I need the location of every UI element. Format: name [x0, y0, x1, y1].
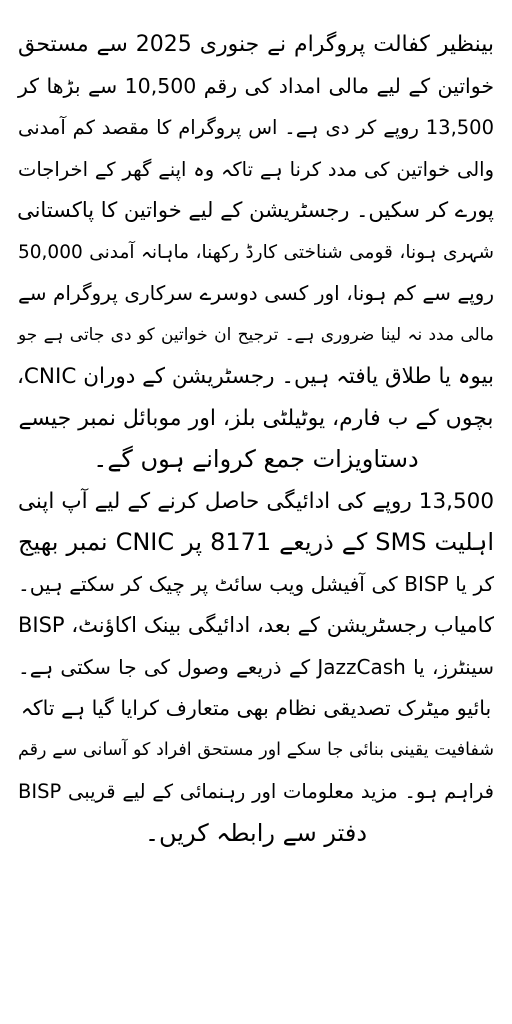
- paragraph-line: 13,500 روپے کر دی ہے۔ اس پروگرام کا مقصد کم آمدنی: [18, 116, 494, 139]
- paragraph-line: دفتر سے رابطہ کریں۔: [144, 818, 368, 847]
- article-paragraph-2: [18, 481, 494, 855]
- paragraph-line: بینظیر کفالت پروگرام نے جنوری 2025 سے مستحق: [18, 32, 494, 57]
- paragraph-line: پورے کر سکیں۔ رجسٹریشن کے لیے خواتین کا پاکستانی: [17, 198, 494, 222]
- paragraph-line: فراہم ہو۔ مزید معلومات اور رہنمائی کے لیے قریبی BISP: [18, 780, 494, 803]
- paragraph-line: شفافیت یقینی بنائی جا سکے اور مستحق افراد کو آسانی سے رقم: [18, 739, 494, 760]
- paragraph-line: اہلیت SMS کے ذریعے 8171 پر CNIC نمبر بھیج: [18, 528, 494, 556]
- paragraph-line: کر یا BISP کی آفیشل ویب سائٹ پر چیک کر سکتے ہیں۔: [18, 571, 494, 596]
- paragraph-line: بیوہ یا طلاق یافتہ ہیں۔ رجسٹریشن کے دوران CNIC،: [16, 364, 494, 389]
- paragraph-line: مالی مدد نہ لینا ضروری ہے۔ ترجیح ان خواتین کو دی جاتی ہے جو: [18, 324, 494, 345]
- paragraph-line: دستاویزات جمع کروانے ہوں گے۔: [93, 445, 419, 473]
- paragraph-line: سینٹرز، یا JazzCash کے ذریعے وصول کی جا سکتی ہے۔: [18, 654, 494, 679]
- paragraph-line: شہری ہونا، قومی شناختی کارڈ رکھنا، ماہانہ آمدنی 50,000: [18, 241, 494, 263]
- paragraph-line: روپے سے کم ہونا، اور کسی دوسرے سرکاری پروگرام سے: [18, 281, 494, 305]
- paragraph-line: بچوں کے ب فارم، یوٹیلٹی بلز، اور موبائل نمبر جیسے: [18, 405, 494, 431]
- paragraph-line: 13,500 روپے کی ادائیگی حاصل کرنے کے لیے آپ اپنی: [18, 488, 494, 514]
- paragraph-line: بائیو میٹرک تصدیقی نظام بھی متعارف کرایا گیا ہے تاکہ: [20, 696, 492, 720]
- paragraph-line: خواتین کے لیے مالی امداد کی رقم 10,500 سے بڑھا کر: [18, 73, 494, 98]
- paragraph-line: والی خواتین کی مدد کرنا ہے تاکہ وہ اپنے گھر کے اخراجات: [18, 157, 494, 181]
- article-paragraph-1: [18, 24, 494, 481]
- paragraph-line: کامیاب رجسٹریشن کے بعد، ادائیگی بینک اکاؤنٹ، BISP: [18, 613, 494, 637]
